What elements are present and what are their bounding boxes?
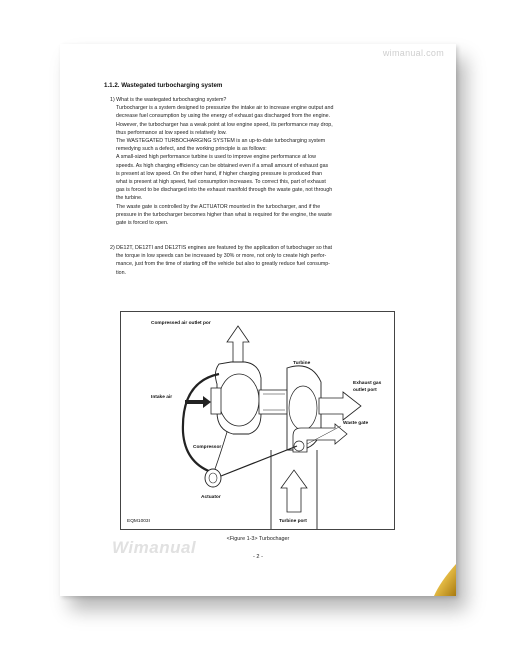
text-line: The WASTEGATED TURBOCHARGING SYSTEM is an up-to-date turbocharging system — [116, 138, 326, 145]
label-waste-gate: Waste gate — [343, 421, 369, 426]
actuator-rod — [221, 446, 297, 476]
text-line: decrease fuel consumption by using the energy of exhaust gas discharged from the engine. — [116, 113, 331, 120]
text-line: mance, just from the time of starting off the vehicle but also to greatly reduce fuel consump- — [116, 261, 330, 268]
label-actuator: Actuator — [201, 495, 221, 500]
text-line: tion. — [116, 269, 127, 276]
section-heading: 1.1.2. Wastegated turbocharging system — [104, 82, 223, 89]
page-curl-icon — [434, 564, 456, 596]
section2-paragraph — [110, 244, 410, 277]
turbocharger-diagram — [121, 312, 394, 529]
text-line: gate is forced to open. — [116, 220, 169, 227]
manual-page — [60, 44, 456, 596]
text-line: is present at low speed. On the other hand, if higher charging pressure is produced than — [116, 170, 323, 177]
compressor-wheel — [219, 374, 259, 426]
text-line: speeds. As high charging efficiency can be obtained even if a small amount of exhaust gas — [116, 162, 329, 169]
text-line: what is present at high speed, fuel consumption increases. To correct this, part of exhaust — [116, 179, 326, 186]
compressor-inlet — [211, 388, 221, 414]
label-compressed-air: Compressed air outlet por — [151, 321, 211, 326]
section1-question: 1) What is the wastegated turbocharging system? — [110, 97, 227, 103]
turbine-port-arrow — [281, 470, 307, 512]
center-housing — [259, 390, 289, 414]
text-line: thus performance at low speed is relatively low. — [116, 129, 227, 136]
watermark-bottom: Wimanual — [112, 538, 197, 557]
text-line: A small-sized high performance turbine is used to improve engine performance at low — [116, 154, 316, 161]
exhaust-outlet-pipe — [319, 392, 361, 420]
text-line: remedying such a defect, and the working principle is as follows: — [116, 146, 267, 153]
watermark-top: wimanual.com — [382, 48, 444, 58]
label-turbine-port: Turbine port — [279, 519, 307, 524]
page-number: - 2 - — [253, 554, 263, 560]
section1-paragraph — [110, 96, 410, 227]
text-line: gas is forced to be discharged into the exhaust manifold through the waste gate, not through — [116, 187, 333, 194]
compressed-air-arrow — [227, 326, 249, 362]
figure-caption: <Figure 1-3> Turbochager — [226, 536, 290, 542]
turbocharger-figure — [120, 311, 395, 530]
label-compressor: Compressor — [193, 445, 222, 450]
label-exhaust-outlet-1: Exhaust gas — [353, 381, 382, 386]
text-line: the turbine. — [116, 195, 143, 202]
text-line: pressure in the turbocharger becomes higher than what is required for the engine, the waste — [116, 211, 332, 218]
text-line: However, the turbocharger has a weak point at low engine speed, its performance may drop, — [116, 121, 333, 128]
text-line: Turbocharger is a system designed to pressurize the intake air to increase engine output and — [116, 105, 334, 112]
figure-code: EQM1003I — [127, 519, 150, 524]
label-turbine: Turbine — [293, 361, 311, 366]
text-line: 2) DE12T, DE12TI and DE12TIS engines are featured by the application of turbochager so that — [110, 245, 333, 251]
text-line: the torque in low speeds can be increased by 30% or more, not only to create high perfor- — [116, 253, 327, 260]
label-intake-air: Intake air — [151, 395, 173, 400]
label-exhaust-outlet-2: outlet port — [353, 388, 377, 393]
text-line: The waste gate is controlled by the ACTUATOR mounted in the turbocharger, and if the — [116, 203, 321, 210]
turbine-wheel — [289, 386, 317, 430]
actuator-hose — [215, 432, 227, 469]
